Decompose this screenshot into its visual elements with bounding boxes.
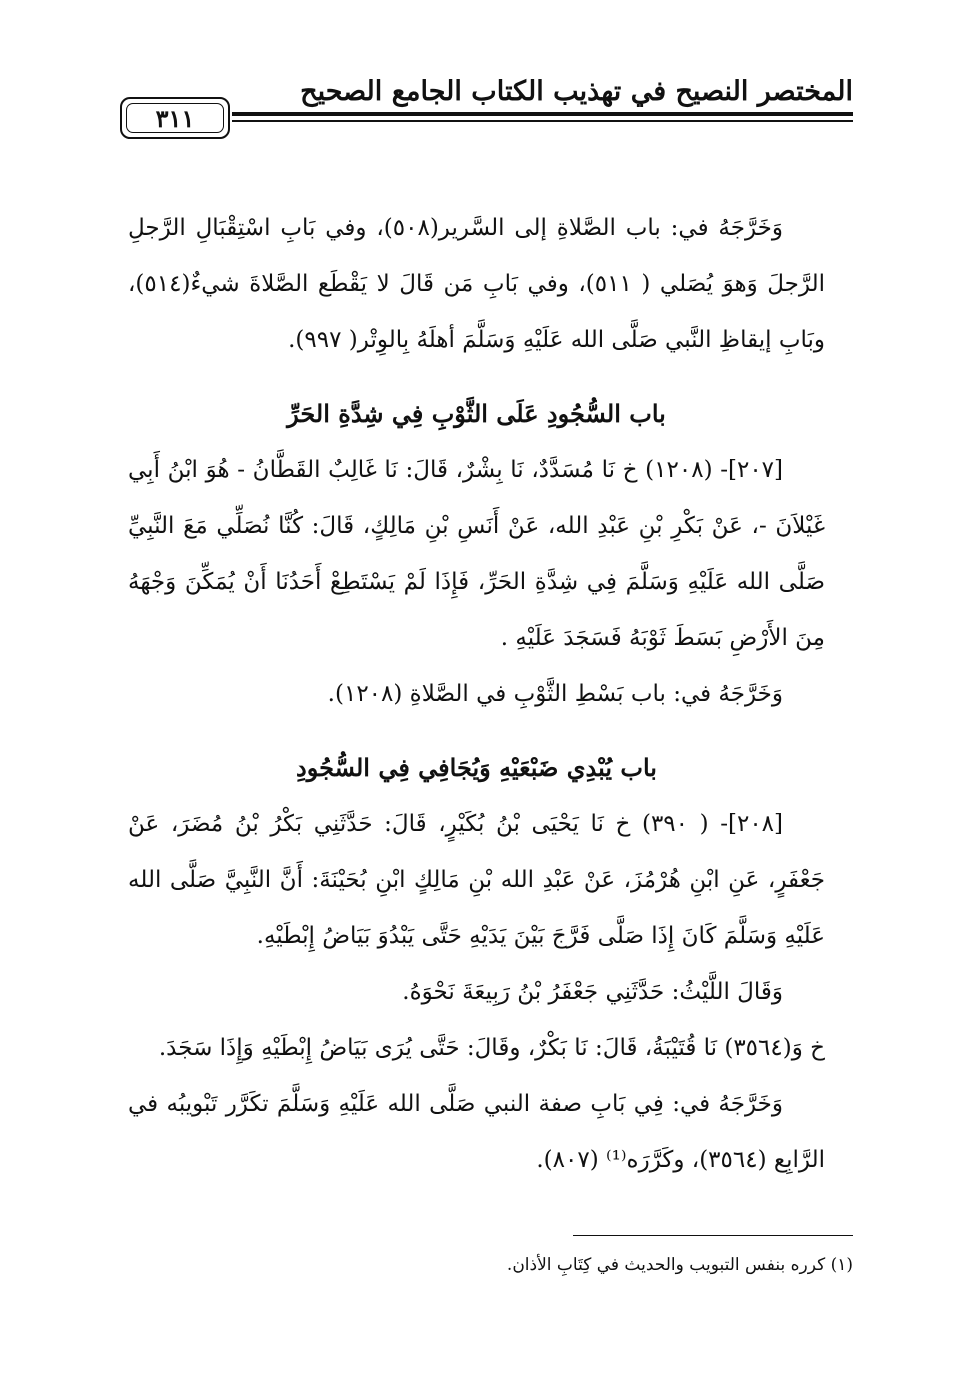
header-rule-thick [232, 112, 853, 116]
hadith-208: [٢٠٨]- ( ٣٩٠) خ نَا يَحْيَى بْنُ بُكَيْرٍ، قَالَ: حَدَّثَنِي بَكْرُ بْنُ مُضَرَ، عَنْ جَعْفَرٍ، عَنِ ابْنِ هُرْمُزَ، عَنْ عَبْدِ الله بْنِ مَالِكٍ ابْنِ بُحَيْنَةَ: أَنَّ النَّبِيَّ صَلَّى الله عَلَيْهِ وَسَلَّمَ كَانَ إِذَا صَلَّى فَرَّجَ بَيْنَ يَدَيْهِ حَتَّى يَبْدُوَ بَيَاضُ إِبْطَيْهِ. [128, 811, 825, 949]
paragraph-layth: وَقَالَ اللَّيْثُ: حَدَّثَنِي جَعْفَرُ بْنُ رَبِيعَةَ نَحْوَهُ. [402, 979, 783, 1005]
chapter-heading-2: باب يُبْدِي ضَبْعَيْهِ وَيُجَافِي فِي السُّجُودِ [296, 753, 657, 782]
header-rule-thin [232, 120, 853, 122]
running-header-title: المختصر النصيح في تهذيب الكتاب الجامع الصحيح [300, 76, 853, 107]
paragraph-takhrij-1: وَخَرَّجَهُ في: باب الصَّلاةِ إلى السَّرير(٥٠٨)، وفي بَابِ اسْتِقْبَالِ الرَّجلِ الرَّجلَ وَهوَ يُصَلي ( ٥١١)، وفي بَابِ مَن قَالَ لا يَقْطَع الصَّلاةَ شيءٌ(٥١٤)، وبَابِ إيقاظِ النَّبي صَلَّى الله عَلَيْهِ وَسَلَّمَ أهلَهُ بِالوِتْر( ٩٩٧). [128, 215, 825, 353]
paragraph-takhrij-2: وَخَرَّجَهُ في: باب بَسْطِ الثَّوْبِ في الصَّلاةِ (١٢٠٨). [327, 681, 783, 707]
paragraph-takhrij-3: وَخَرَّجَهُ في: فِي بَابِ صفة النبي صَلَّى الله عَلَيْهِ وَسَلَّمَ تكَرَّر تَبْويبُه في الرَّابِع (٣٥٦٤)، وكَرَّرَه⁽¹⁾ (٨٠٧). [128, 1091, 825, 1173]
footnote: (١) كرره بنفس التبويب والحديث في كِتَابِ الأذان. [506, 1255, 853, 1275]
hadith-207: [٢٠٧]- (١٢٠٨) خ نَا مُسَدَّدٌ، نَا بِشْرٌ، قَالَ: نَا غَالِبٌ القَطَّانُ - هُوَ ابْنُ أَبِي غَيْلاَنَ -، عَنْ بَكْرِ بْنِ عَبْدِ الله، عَنْ أَنَسِ بْنِ مَالِكٍ، قَالَ: كُنَّا نُصَلِّي مَعَ النَّبِيِّ صَلَّى الله عَلَيْهِ وَسَلَّمَ فِي شِدَّةِ الحَرِّ، فَإِذَا لَمْ يَسْتَطِعْ أَحَدُنَا أَنْ يُمَكِّنَ وَجْهَهُ مِنَ الأَرْضِ بَسَطَ ثَوْبَهُ فَسَجَدَ عَلَيْهِ . [128, 457, 825, 651]
page-number-box [120, 97, 230, 139]
paragraph-qutayba: خ وَ(٣٥٦٤) نَا قُتَيْبَةُ، قَالَ: نَا بَكْرٌ، وقَالَ: حَتَّى يُرَى بَيَاضُ إِبْطَيْهِ وَإِذَا سَجَدَ. [158, 1035, 825, 1061]
page-number: ٣١١ [155, 103, 195, 133]
footnote-rule [573, 1235, 853, 1236]
chapter-heading-1: باب السُّجُودِ عَلَى الثَّوْبِ فِي شِدَّةِ الحَرِّ [287, 399, 666, 428]
page-body [128, 200, 825, 1188]
page-number-frame [126, 103, 224, 133]
